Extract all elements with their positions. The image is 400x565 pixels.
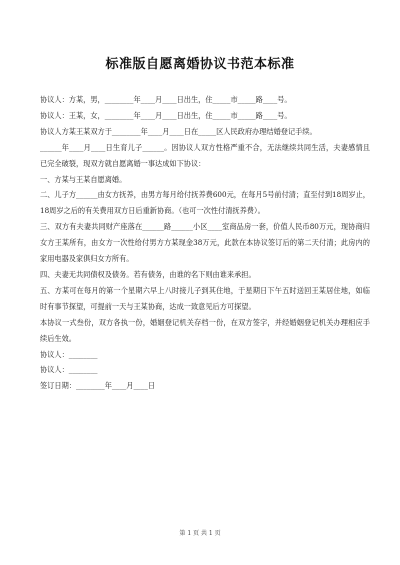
agreement-intro-paragraph: ______年____月____日生育儿子______。因协议人双方性格严重不合，无法继续共同生活，夫妻感情且已完全破裂，现双方就自愿离婚一事达成如下协议： — [40, 142, 370, 168]
party-line-1: 协议人：方某，男，________年____月____日出生，住_____市_____路____号。 — [40, 95, 292, 104]
clause-1: 一、方某与王某自愿离婚。 — [40, 174, 127, 184]
signing-date-line: 签订日期：________年____月____日 — [40, 381, 156, 391]
document-body — [40, 92, 370, 394]
party-line-2: 协议人：王某，女，________年____月____日出生，住_____市_____路____号。 — [40, 110, 292, 120]
marriage-registration-line: 协议人方某王某双方于________年____月____日在_____区人民政府办理结婚登记手续。 — [40, 126, 317, 136]
signature-line-2: 协议人：________ — [40, 365, 98, 375]
clause-4: 四、夫妻无共同债权及债务。若有债务，由谁的名下则由谁来承担。 — [40, 269, 256, 279]
effectiveness-paragraph: 本协议一式叁份，双方各执一份，婚姻登记机关存档一份，在双方签字，并经婚姻登记机关办理相应手续后生效。 — [40, 317, 370, 343]
signature-line-1: 协议人：________ — [40, 349, 98, 359]
clause-5: 五、方某可在每月的第一个星期六早上八时接儿子到其住地，于星期日下午五时送回王某居住地，如临时有事节探望，可提前一天与王某协商，达成一致意见后方可探望。 — [40, 285, 370, 311]
clause-3: 三、双方有夫妻共同财产座落在______路______小区____室商品房一套，价值人民币80万元，现协商归女方王某所有，由女方一次性给付男方方某现金38万元，此款在本协议签订后的第二天付清；此房内的家用电器及家俱归女方所有。 — [40, 222, 370, 264]
clause-2: 二、儿子方______由女方抚养，由男方每月给付抚养费600元，在每月5号前付清；直至付到18周岁止，18周岁之后的有关费用双方日后重新协商。（也可一次性付清抚养费）。 — [40, 190, 370, 216]
page-footer: 第 1 页 共 1 页 — [179, 530, 221, 537]
document-title: 标准版自愿离婚协议书范本标准 — [105, 57, 295, 72]
